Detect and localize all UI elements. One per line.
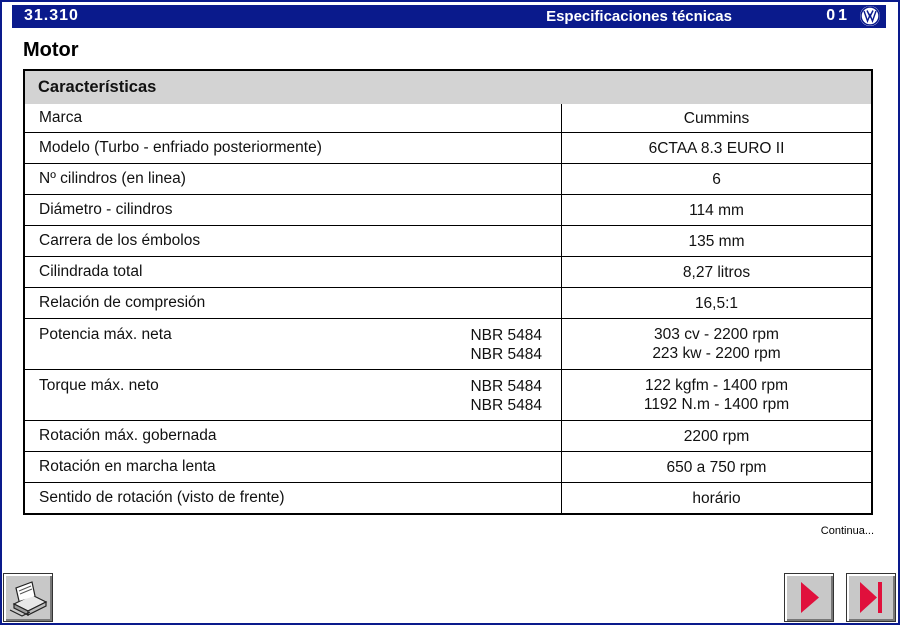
- row-value: 8,27 litros: [562, 257, 873, 288]
- page-number: 01: [826, 7, 850, 24]
- table-row: [24, 257, 872, 288]
- header-bar: [12, 5, 886, 28]
- table-header: Características: [24, 70, 872, 104]
- row-label: Carrera de los émbolos: [24, 226, 562, 257]
- value-line-1: 122 kgfm - 1400 rpm: [644, 377, 788, 394]
- row-value: [562, 370, 873, 421]
- row-label-cell: [24, 370, 562, 421]
- table-row: [24, 370, 872, 421]
- table-row: [24, 195, 872, 226]
- row-value: 6: [562, 164, 873, 195]
- spec-table: [23, 69, 873, 515]
- row-value: horário: [562, 483, 873, 515]
- play-right-icon: [785, 574, 833, 621]
- row-label: Relación de compresión: [24, 288, 562, 319]
- row-label: Modelo (Turbo - enfriado posteriormente): [24, 133, 562, 164]
- standard-line-2: NBR 5484: [470, 397, 542, 414]
- value-line-2: 223 kw - 2200 rpm: [652, 345, 781, 362]
- row-label-cell: [24, 319, 562, 370]
- continue-note: Continua...: [820, 525, 874, 537]
- value-line-2: 1192 N.m - 1400 rpm: [643, 396, 790, 413]
- row-label: Rotación en marcha lenta: [24, 452, 562, 483]
- row-value: Cummins: [562, 104, 873, 133]
- row-value: 16,5:1: [562, 288, 873, 319]
- table-row: [24, 452, 872, 483]
- standard-line-1: NBR 5484: [470, 378, 542, 395]
- page-title: Motor: [23, 39, 79, 61]
- doc-code: 31.310: [24, 7, 79, 24]
- row-label: Cilindrada total: [24, 257, 562, 288]
- row-value: 114 mm: [562, 195, 873, 226]
- value-line-1: 303 cv - 2200 rpm: [654, 326, 779, 343]
- table-row: [24, 288, 872, 319]
- row-label: Rotación máx. gobernada: [24, 421, 562, 452]
- skip-end-icon: [847, 574, 895, 621]
- table-row: [24, 319, 872, 370]
- last-page-button[interactable]: [846, 573, 896, 622]
- row-label: Nº cilindros (en linea): [24, 164, 562, 195]
- table-row: [24, 483, 872, 515]
- next-page-button[interactable]: [784, 573, 834, 622]
- standard-line-1: NBR 5484: [470, 327, 542, 344]
- printer-icon: [4, 574, 52, 621]
- row-label: Diámetro - cilindros: [24, 195, 562, 226]
- row-value: 2200 rpm: [562, 421, 873, 452]
- row-label: Sentido de rotación (visto de frente): [24, 483, 562, 515]
- table-row: [24, 226, 872, 257]
- table-header-row: [24, 70, 872, 104]
- table-row: [24, 164, 872, 195]
- print-button[interactable]: [3, 573, 53, 622]
- table-row: [24, 104, 872, 133]
- row-value: 650 a 750 rpm: [562, 452, 873, 483]
- row-standard: [470, 377, 542, 415]
- row-value: 135 mm: [562, 226, 873, 257]
- row-label: Potencia máx. neta: [39, 326, 172, 343]
- doc-section-title: Especificaciones técnicas: [546, 8, 732, 25]
- row-label: Marca: [24, 104, 562, 133]
- vw-logo-icon: [860, 6, 880, 26]
- table-row: [24, 133, 872, 164]
- row-value: [562, 319, 873, 370]
- standard-line-2: NBR 5484: [470, 346, 542, 363]
- row-standard: [470, 326, 542, 364]
- row-value: 6CTAA 8.3 EURO II: [562, 133, 873, 164]
- table-row: [24, 421, 872, 452]
- row-label: Torque máx. neto: [39, 377, 159, 394]
